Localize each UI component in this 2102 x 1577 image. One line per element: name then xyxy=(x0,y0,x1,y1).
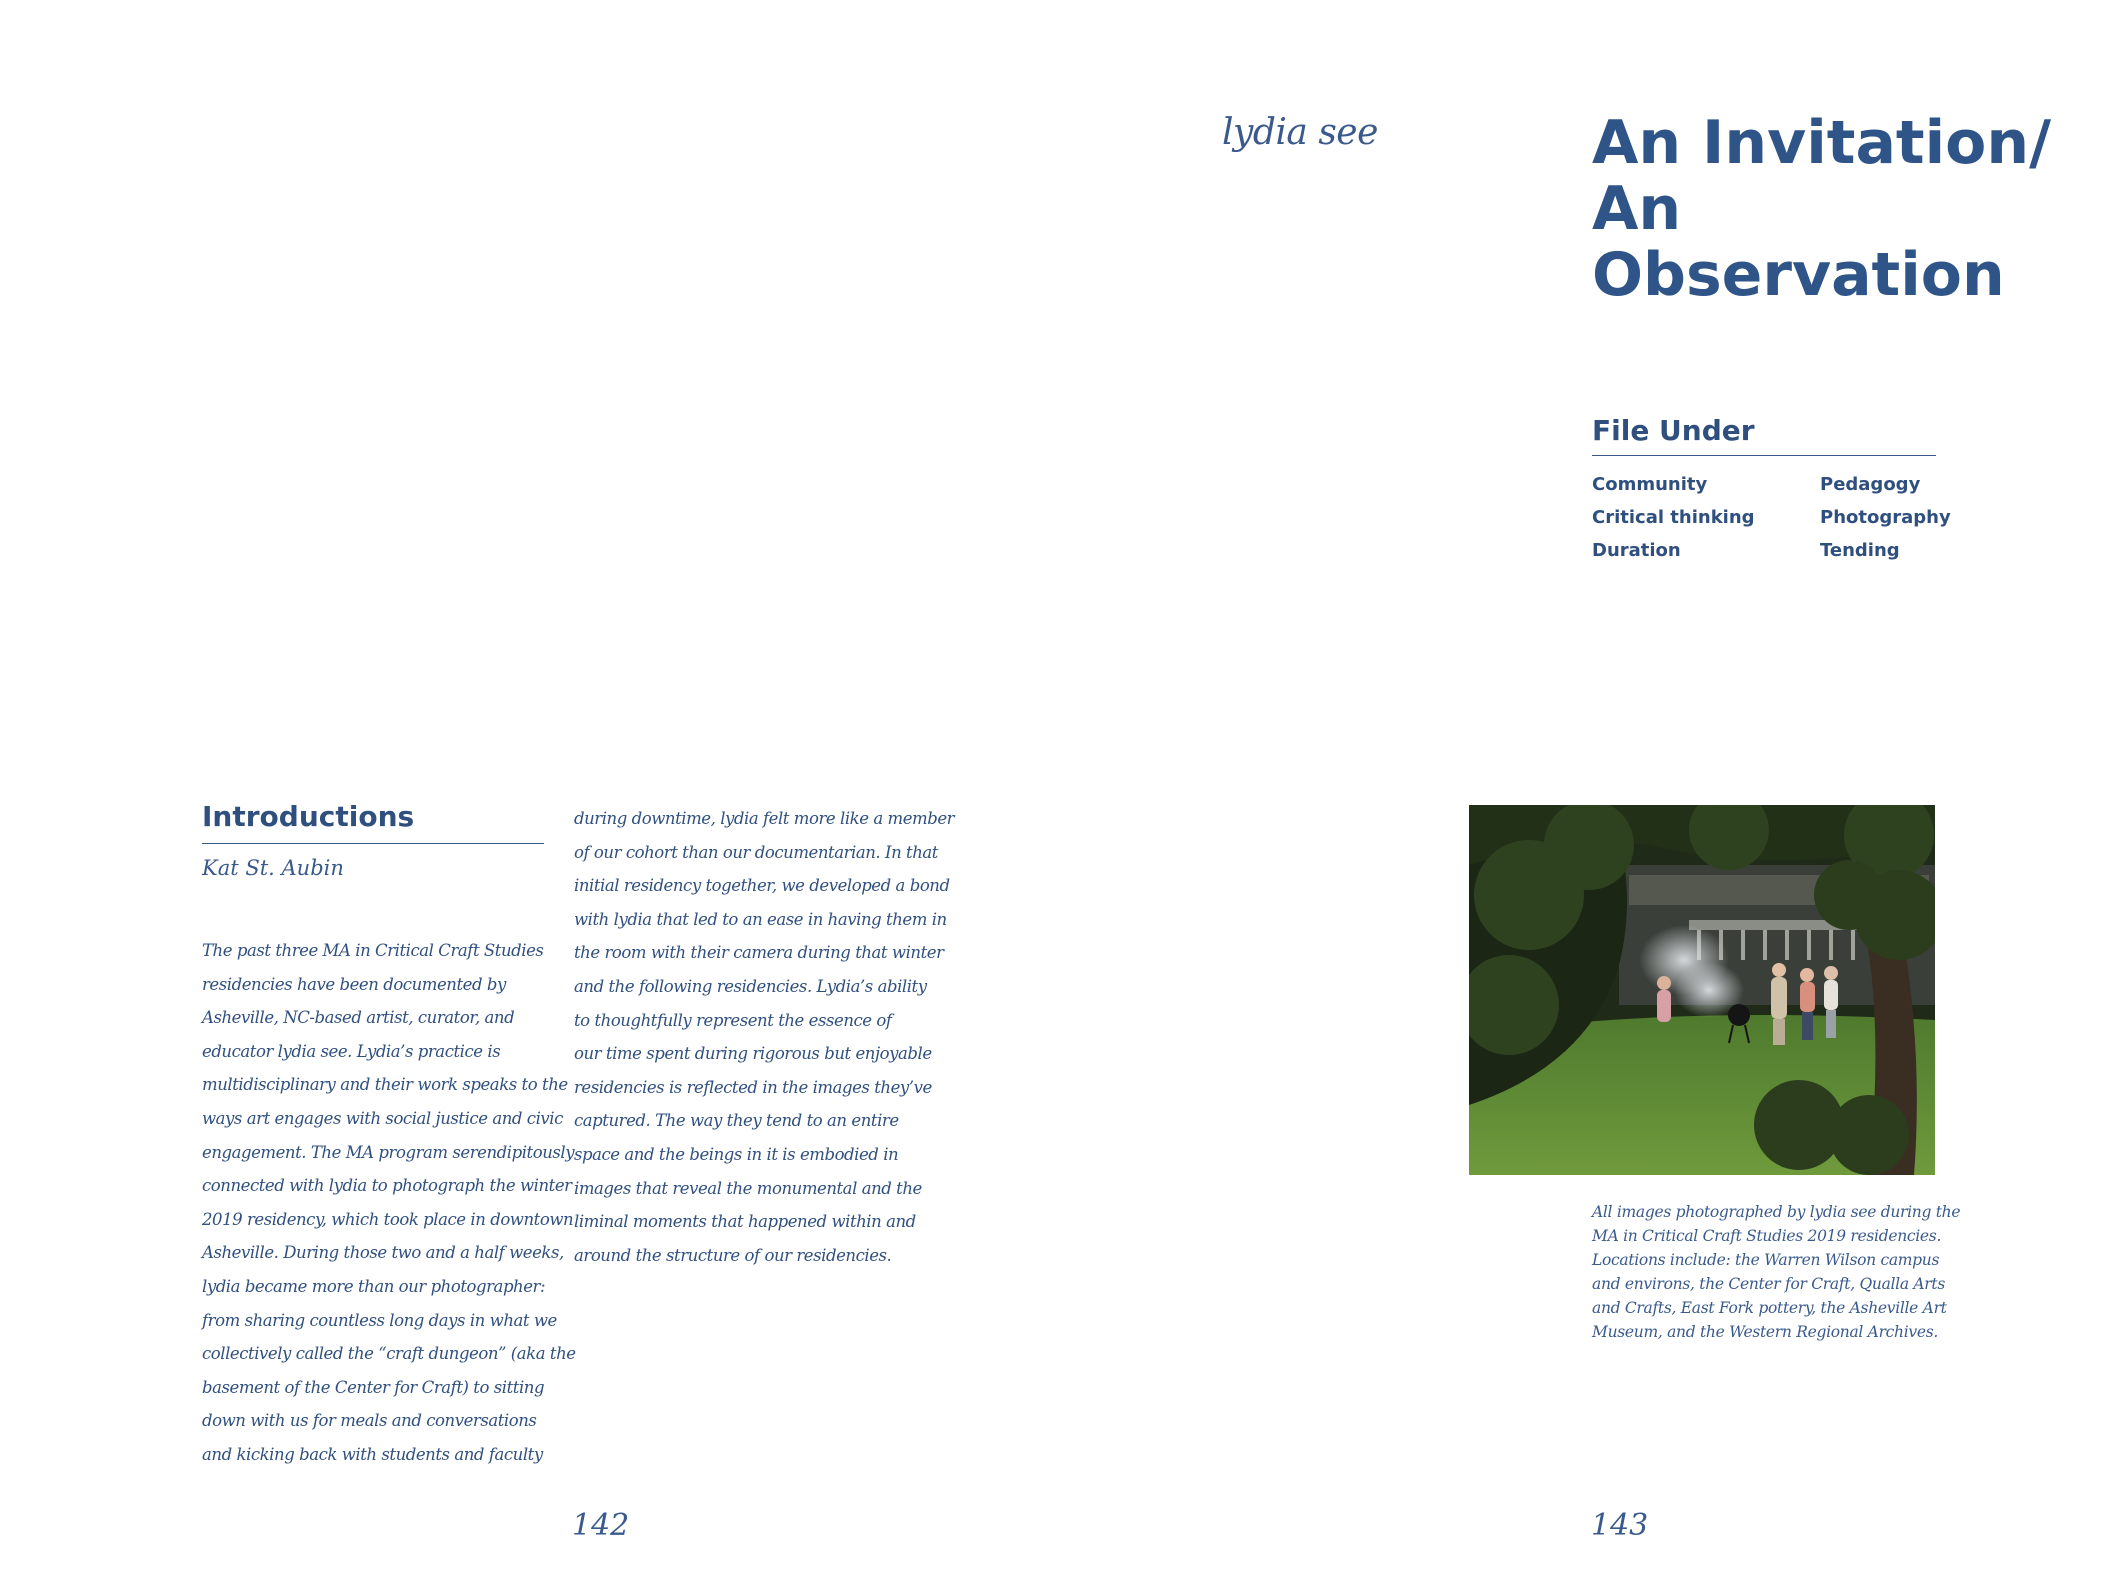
page-number-left: 142 xyxy=(572,1508,630,1543)
title-line-1: An Invitation/ xyxy=(1592,108,2052,178)
body-line: engagement. The MA program serendipitously xyxy=(202,1142,575,1162)
body-line: liminal moments that happened within and xyxy=(574,1212,916,1232)
body-line: and kicking back with students and faculty xyxy=(202,1444,543,1464)
introductions-header xyxy=(202,800,544,880)
body-line: of our cohort than our documentarian. In that xyxy=(574,842,938,862)
body-line: the room with their camera during that winter xyxy=(574,943,944,963)
caption-line: All images photographed by lydia see during the xyxy=(1592,1203,1961,1221)
body-line: during downtime, lydia felt more like a member xyxy=(574,809,955,828)
caption-line: Locations include: the Warren Wilson campus xyxy=(1592,1251,1940,1269)
body-line: educator lydia see. Lydia’s practice is xyxy=(202,1041,501,1061)
caption-line: MA in Critical Craft Studies 2019 residencies. xyxy=(1592,1227,1942,1245)
file-under-heading: File Under xyxy=(1592,414,1936,456)
body-line: captured. The way they tend to an entire xyxy=(574,1111,899,1131)
tag-photography: Photography xyxy=(1820,507,1951,528)
body-line: collectively called the “craft dungeon” (aka the xyxy=(202,1344,576,1364)
tag-duration: Duration xyxy=(1592,540,1681,561)
body-line: and the following residencies. Lydia’s ability xyxy=(574,976,927,996)
title-line-2: An Observation xyxy=(1592,174,2005,310)
body-line: residencies is reflected in the images they’ve xyxy=(574,1077,932,1097)
file-under-tags xyxy=(1592,472,1951,563)
body-line: Asheville. During those two and a half weeks, xyxy=(202,1243,564,1263)
body-line: space and the beings in it is embodied in xyxy=(574,1144,899,1164)
body-line: with lydia that led to an ease in having them in xyxy=(574,909,947,929)
body-line: around the structure of our residencies. xyxy=(574,1245,892,1265)
body-line: connected with lydia to photograph the winter xyxy=(202,1176,572,1196)
author-name: lydia see xyxy=(1222,112,1378,153)
tag-critical-thinking: Critical thinking xyxy=(1592,507,1755,528)
body-line: initial residency together, we developed a bond xyxy=(574,876,950,896)
body-line: from sharing countless long days in what we xyxy=(202,1310,557,1330)
body-line: The past three MA in Critical Craft Studies xyxy=(202,941,544,960)
body-line: basement of the Center for Craft) to sitting xyxy=(202,1377,545,1397)
tag-pedagogy: Pedagogy xyxy=(1820,474,1921,495)
body-line: 2019 residency, which took place in downtown xyxy=(202,1209,574,1229)
garden-gathering-photo xyxy=(1469,805,1935,1175)
body-line: residencies have been documented by xyxy=(202,974,506,994)
introductions-heading: Introductions xyxy=(202,800,544,844)
body-line: our time spent during rigorous but enjoyable xyxy=(574,1044,932,1064)
body-line: multidisciplinary and their work speaks to the xyxy=(202,1075,568,1095)
byline: Kat St. Aubin xyxy=(202,856,344,880)
body-line: images that reveal the monumental and the xyxy=(574,1178,922,1198)
body-column-1 xyxy=(202,934,576,1472)
body-column-2 xyxy=(574,802,955,1272)
photo-caption xyxy=(1592,1200,1961,1344)
article-title xyxy=(1592,110,2072,308)
body-line: ways art engages with social justice and civic xyxy=(202,1108,563,1128)
tag-tending: Tending xyxy=(1820,540,1900,561)
body-line: to thoughtfully represent the essence of xyxy=(574,1010,892,1030)
caption-line: and environs, the Center for Craft, Qualla Arts xyxy=(1592,1275,1945,1293)
caption-line: Museum, and the Western Regional Archives. xyxy=(1592,1323,1939,1341)
body-line: down with us for meals and conversations xyxy=(202,1411,537,1431)
body-line: lydia became more than our photographer: xyxy=(202,1276,546,1296)
caption-line: and Crafts, East Fork pottery, the Asheville Art xyxy=(1592,1299,1947,1317)
page-number-right: 143 xyxy=(1591,1508,1649,1543)
file-under-section xyxy=(1592,414,1951,563)
body-line: Asheville, NC-based artist, curator, and xyxy=(202,1008,515,1028)
tag-community: Community xyxy=(1592,474,1708,495)
